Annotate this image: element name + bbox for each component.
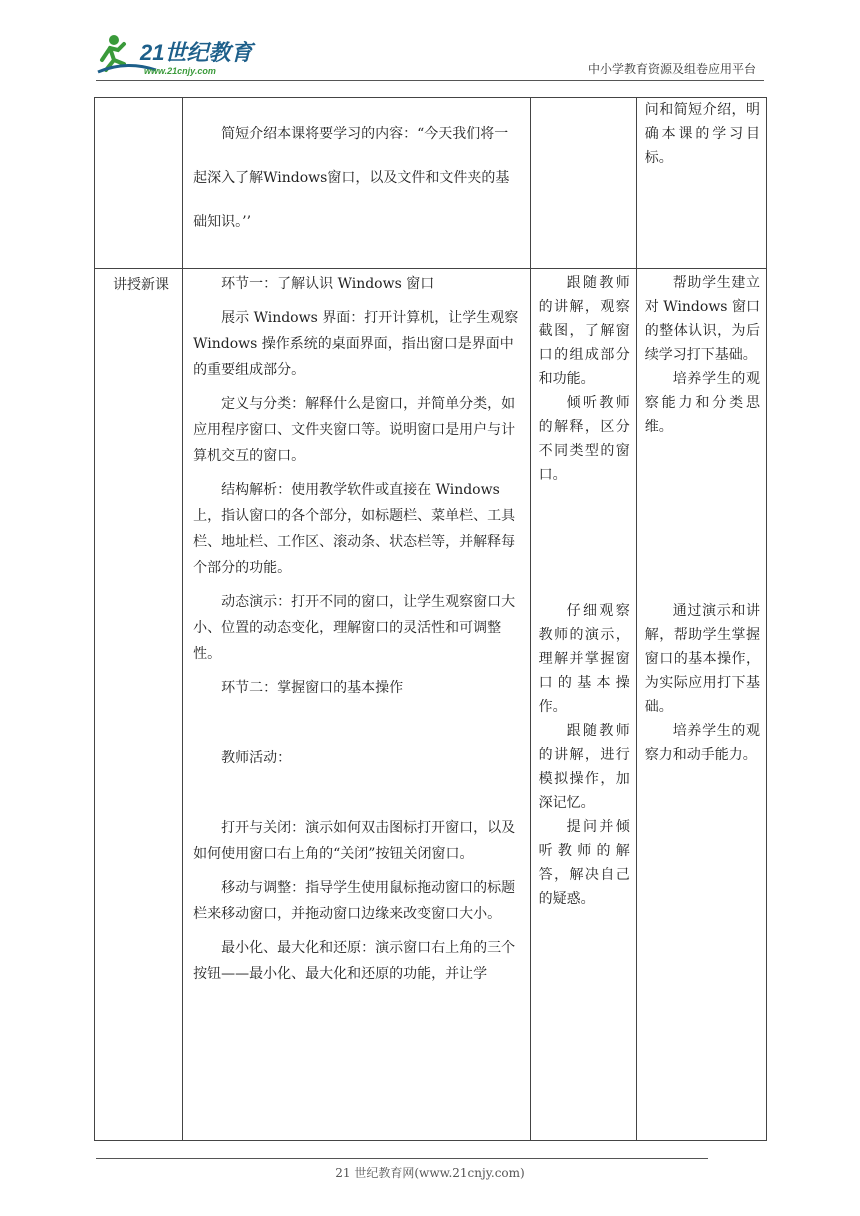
lesson-plan-table (94, 97, 767, 1141)
footer-divider (96, 1158, 708, 1159)
intro-purpose-text: 问和简短介绍，明确本课的学习目标。 (644, 102, 760, 166)
intro-paragraph: 简短介绍本课将要学习的内容：“今天我们将一起深入了解Windows窗口，以及文件和文件夹的基础知识。’’ (193, 126, 510, 230)
intro-purpose-cell (636, 98, 766, 269)
logo-text: 21世纪教育 (140, 40, 253, 65)
student-activity-text: 跟随教师的讲解，观察截图，了解窗口的组成部分和功能。 (538, 275, 630, 387)
student-activity-text: 提问并倾听教师的解答，解决自己的疑惑。 (538, 819, 630, 907)
design-purpose-text: 帮助学生建立对 Windows 窗口的整体认识，为后续学习打下基础。 (644, 275, 760, 363)
design-purpose-text: 培养学生的观察能力和分类思维。 (644, 371, 760, 435)
table-cell-empty (95, 98, 183, 269)
activity-paragraph: 结构解析：使用教学软件或直接在 Windows 上，指认窗口的各个部分，如标题栏、菜单栏、工具栏、地址栏、工作区、滚动条、状态栏等，并解释每个部分的功能。 (193, 482, 516, 576)
activity-paragraph: 最小化、最大化和还原：演示窗口右上角的三个按钮——最小化、最大化和还原的功能，并让学 (193, 940, 516, 982)
table-row (95, 98, 767, 269)
logo-url: www.21cnjy.com (144, 66, 216, 76)
section-label: 讲授新课 (113, 277, 169, 293)
footer-text: 21 世纪教育网(www.21cnjy.com) (335, 1166, 525, 1180)
table-row (95, 269, 767, 1141)
activity-paragraph: 定义与分类：解释什么是窗口，并简单分类，如应用程序窗口、文件夹窗口等。说明窗口是用户与计算机交互的窗口。 (193, 396, 516, 464)
student-activity-cell (530, 269, 636, 1141)
student-activity-text: 倾听教师的解释，区分不同类型的窗口。 (538, 395, 630, 483)
site-logo (96, 30, 266, 80)
activity-paragraph: 移动与调整：指导学生使用鼠标拖动窗口的标题栏来移动窗口，并拖动窗口边缘来改变窗口大小。 (193, 880, 516, 922)
step-heading: 环节一：了解认识 Windows 窗口 (221, 276, 435, 292)
step-heading: 环节二：掌握窗口的基本操作 (221, 680, 404, 696)
activity-paragraph: 动态演示：打开不同的窗口，让学生观察窗口大小、位置的动态变化，理解窗口的灵活性和可调整性。 (193, 594, 516, 662)
design-purpose-text: 培养学生的观察力和动手能力。 (644, 723, 760, 763)
table-cell-empty (530, 98, 636, 269)
design-purpose-cell (636, 269, 766, 1141)
activity-subheading: 教师活动： (221, 750, 292, 766)
design-purpose-text: 通过演示和讲解，帮助学生掌握窗口的基本操作，为实际应用打下基础。 (644, 603, 760, 715)
logo-graphic (96, 30, 266, 80)
activity-paragraph: 展示 Windows 界面：打开计算机，让学生观察 Windows 操作系统的桌面界面，指出窗口是界面中的重要组成部分。 (193, 310, 519, 378)
section-label-cell (95, 269, 183, 1141)
platform-name: 中小学教育资源及组卷应用平台 (587, 62, 756, 76)
intro-content-cell (183, 98, 531, 269)
activity-paragraph: 打开与关闭：演示如何双击图标打开窗口，以及如何使用窗口右上角的“关闭”按钮关闭窗口。 (193, 820, 516, 862)
student-activity-text: 仔细观察教师的演示，理解并掌握窗口的基本操作。 (538, 603, 630, 715)
header-divider (96, 80, 764, 81)
teacher-activity-cell (183, 269, 531, 1141)
student-activity-text: 跟随教师的讲解，进行模拟操作，加深记忆。 (538, 723, 630, 811)
